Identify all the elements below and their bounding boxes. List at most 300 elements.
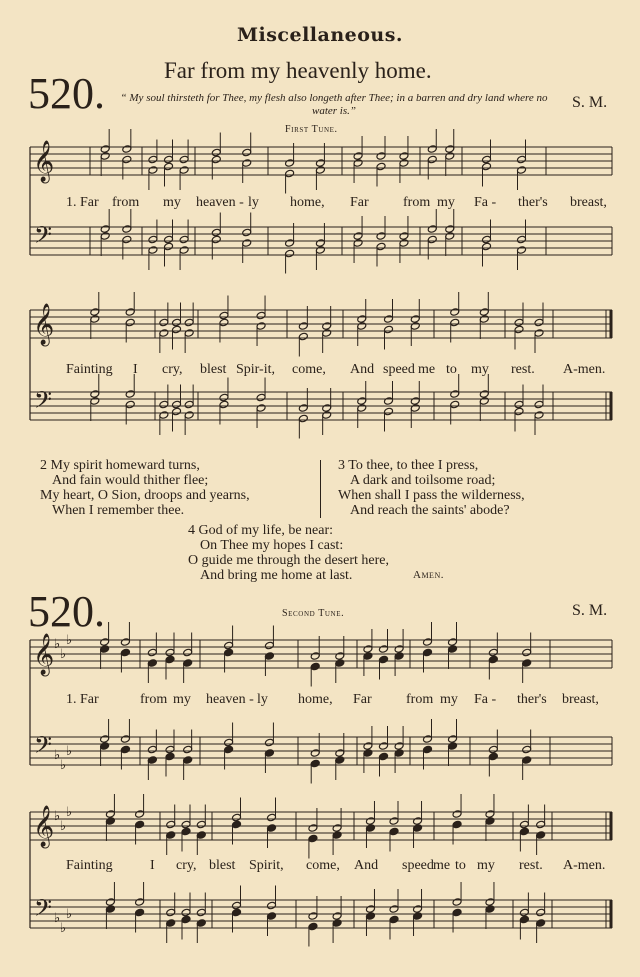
note-head [135,820,145,829]
note-head [332,824,342,833]
note-head [399,232,409,241]
note-head [536,820,546,829]
note-head [376,232,386,241]
verse-line: When shall I pass the wilderness, [338,488,525,503]
verse-divider [320,460,321,518]
note-head [389,827,399,836]
note-head [135,810,145,819]
lyric-syllable: from [406,692,434,707]
lyric-syllable: from [140,692,168,707]
note-head [427,225,437,234]
note-head [353,152,363,161]
note-head [488,752,498,761]
flat-icon: ♭ [54,748,61,763]
note-head [379,645,389,654]
note-head [452,898,462,907]
note-head [183,659,193,668]
note-head [147,745,157,754]
note-head [482,242,492,251]
note-head [179,246,189,255]
note-head [448,638,458,647]
note-head [353,159,363,168]
note-head [365,824,375,833]
note-head [519,820,529,829]
note-head [363,645,373,654]
note-head [389,905,399,914]
note-head [105,817,115,826]
lyric-syllable: Fainting [66,858,113,873]
lyric-syllable: I [150,858,155,873]
note-head [166,820,176,829]
note-head [298,414,308,423]
note-head [90,315,100,324]
note-head [90,390,100,399]
note-head [224,648,234,657]
note-head [427,235,437,244]
note-head [322,404,332,413]
note-head [310,652,320,661]
note-head [522,745,532,754]
note-head [298,404,308,413]
note-head [264,641,274,650]
note-head [219,400,229,409]
note-head [232,901,242,910]
note-head [165,752,175,761]
note-head [211,155,221,164]
lyric-syllable: And [350,362,375,377]
note-head [211,148,221,157]
note-head [219,311,229,320]
verse-line: On Thee my hopes I cast: [200,538,344,553]
note-head [256,322,266,331]
note-head [479,315,489,324]
note-head [332,912,342,921]
flat-icon: ♭ [54,809,61,824]
note-head [256,393,266,402]
note-head [166,908,176,917]
note-head [285,239,295,248]
note-head [384,315,394,324]
note-head [159,400,169,409]
note-head [357,315,367,324]
note-head [184,411,194,420]
lyric-syllable: ther's [517,692,547,707]
note-head [308,834,318,843]
note-head [357,397,367,406]
note-head [242,148,252,157]
note-head [179,166,189,175]
meter-label-2: S. M. [572,602,608,619]
note-head [365,912,375,921]
note-head [315,246,325,255]
note-head [211,235,221,244]
note-head [308,922,318,931]
note-head [122,145,132,154]
treble-clef-icon: 𝄞 [33,141,55,182]
note-head [410,397,420,406]
note-head [232,908,242,917]
note-head [165,648,175,657]
note-head [450,390,460,399]
note-head [534,329,544,338]
note-head [125,390,135,399]
note-head [184,400,194,409]
note-head [298,322,308,331]
lyric-syllable: cry, [176,858,197,873]
note-head [448,742,458,751]
flat-icon: ♭ [66,907,73,922]
note-head [519,908,529,917]
note-head [122,225,132,234]
note-head [285,169,295,178]
lyric-syllable: my [163,195,181,210]
note-head [148,246,158,255]
note-head [322,329,332,338]
note-head [181,908,191,917]
hymn-number-2: 520. [28,587,105,636]
note-head [488,648,498,657]
note-head [100,225,110,234]
lyric-syllable: cry, [162,362,183,377]
note-head [308,824,318,833]
note-head [363,749,373,758]
note-head [267,824,277,833]
note-head [423,735,433,744]
lyric-syllable: heaven - [206,692,254,707]
note-head [256,404,266,413]
note-head [219,393,229,402]
note-head [267,813,277,822]
note-head [148,166,158,175]
note-head [384,325,394,334]
note-head [534,318,544,327]
lyric-syllable: my [440,692,458,707]
note-head [399,152,409,161]
verse-line: A dark and toilsome road; [350,473,496,488]
lyric-syllable: rest. [519,858,543,873]
note-head [485,898,495,907]
note-head [232,813,242,822]
note-head [376,162,386,171]
note-head [514,318,524,327]
note-head [125,318,135,327]
note-head [310,662,320,671]
note-head [90,308,100,317]
lyric-syllable: home, [290,195,325,210]
note-head [179,155,189,164]
note-head [479,308,489,317]
lyric-syllable: from [112,195,140,210]
note-head [242,228,252,237]
note-head [196,820,206,829]
note-head [452,820,462,829]
verse-line: When I remember thee. [52,503,185,518]
note-head [184,318,194,327]
verse-2 [40,458,250,518]
note-head [363,742,373,751]
verse-line: My heart, O Sion, droops and yearns, [40,488,250,503]
note-head [353,239,363,248]
flat-icon: ♭ [60,819,67,834]
note-head [514,407,524,416]
note-head [159,411,169,420]
verse-line: O guide me through the desert here, [188,553,389,568]
lyric-syllable: blest [209,858,236,873]
lyric-syllable: me [418,362,436,377]
scripture-quote: “ My soul thirsteth for Thee, my flesh also longeth after Thee; in a barren and dry land where no water is.” [120,92,548,117]
note-head [183,745,193,754]
note-head [335,749,345,758]
note-head [389,817,399,826]
note-head [410,315,420,324]
treble-clef-icon: 𝄞 [33,634,55,675]
note-head [242,239,252,248]
note-head [413,817,423,826]
lyric-syllable: Spir-it, [236,362,275,377]
note-head [376,242,386,251]
note-head [100,645,110,654]
note-head [379,742,389,751]
note-head [267,912,277,921]
note-head [517,235,527,244]
note-head [394,749,404,758]
note-head [536,908,546,917]
note-head [536,831,546,840]
note-head [384,397,394,406]
flat-icon: ♭ [60,647,67,662]
note-head [264,738,274,747]
note-head [196,908,206,917]
note-head [100,638,110,647]
lyric-syllable: ly [257,692,268,707]
note-head [536,919,546,928]
note-head [376,152,386,161]
note-head [122,155,132,164]
note-head [517,155,527,164]
note-head [164,155,174,164]
bass-clef-icon: 𝄢 [34,731,53,764]
note-head [211,228,221,237]
note-head [482,155,492,164]
note-head [445,145,455,154]
lyric-syllable: blest [200,362,227,377]
note-head [357,322,367,331]
note-head [450,308,460,317]
note-head [308,912,318,921]
verse-3 [338,458,525,518]
note-head [365,817,375,826]
note-head [172,325,182,334]
note-head [172,318,182,327]
note-head [482,162,492,171]
amen-label: Amen. [413,569,444,581]
verse-line: And reach the saints' abode? [350,503,510,518]
lyric-syllable: come, [292,362,326,377]
note-head [298,332,308,341]
note-head [365,905,375,914]
verse-line: 4 God of my life, be near: [188,523,334,538]
note-head [219,318,229,327]
note-head [335,652,345,661]
bass-clef-icon: 𝄢 [34,386,53,419]
lyric-syllable: 1. Far [66,195,99,210]
note-head [164,162,174,171]
note-head [120,648,130,657]
note-head [184,329,194,338]
note-head [485,810,495,819]
note-head [147,659,157,668]
note-head [482,235,492,244]
verse-line: 3 To thee, to thee I press, [338,458,479,473]
note-head [485,905,495,914]
note-head [166,831,176,840]
note-head [410,404,420,413]
note-head [232,820,242,829]
note-head [445,232,455,241]
note-head [379,752,389,761]
note-head [423,648,433,657]
note-head [183,756,193,765]
note-head [335,659,345,668]
note-head [445,152,455,161]
note-head [394,645,404,654]
note-head [315,159,325,168]
lyric-syllable: Fa - [474,195,497,210]
note-head [322,322,332,331]
note-head [120,638,130,647]
note-head [267,901,277,910]
note-head [172,407,182,416]
note-head [448,645,458,654]
note-head [165,745,175,754]
note-head [165,655,175,664]
note-head [423,745,433,754]
note-head [310,749,320,758]
note-head [285,249,295,258]
note-head [363,652,373,661]
note-head [450,318,460,327]
flat-icon: ♭ [66,633,73,648]
note-head [179,235,189,244]
note-head [534,411,544,420]
flat-icon: ♭ [60,921,67,936]
lyric-syllable: my [173,692,191,707]
note-head [423,638,433,647]
lyric-syllable: A-men. [563,858,606,873]
lyric-syllable: speed [402,858,434,873]
note-head [479,397,489,406]
lyric-syllable: come, [306,858,340,873]
note-head [522,659,532,668]
note-head [413,824,423,833]
note-head [522,648,532,657]
note-head [264,652,274,661]
note-head [148,155,158,164]
note-head [394,652,404,661]
note-head [335,756,345,765]
note-head [522,756,532,765]
treble-clef-icon: 𝄞 [33,304,55,345]
note-head [485,817,495,826]
note-head [196,919,206,928]
hymn-title: Far from my heavenly home. [164,58,432,83]
verse-4 [188,523,389,583]
tune-label-2: Second Tune. [282,608,345,619]
note-head [100,145,110,154]
note-head [389,915,399,924]
note-head [135,908,145,917]
note-head [100,232,110,241]
treble-clef-icon: 𝄞 [33,806,55,847]
lyric-syllable: Fainting [66,362,113,377]
lyric-syllable: rest. [511,362,535,377]
lyric-syllable: to [455,858,466,873]
note-head [172,400,182,409]
note-head [105,898,115,907]
note-head [147,648,157,657]
flat-icon: ♭ [66,805,73,820]
note-head [452,810,462,819]
note-head [100,742,110,751]
note-head [125,308,135,317]
note-head [90,397,100,406]
note-head [120,745,130,754]
note-head [120,735,130,744]
note-head [196,831,206,840]
tune-label: First Tune. [285,124,338,135]
bass-clef-icon: 𝄢 [34,221,53,254]
note-head [181,820,191,829]
note-head [315,239,325,248]
note-head [517,246,527,255]
note-head [357,404,367,413]
note-head [256,311,266,320]
note-head [394,742,404,751]
note-head [488,745,498,754]
note-head [122,235,132,244]
note-head [332,831,342,840]
note-head [181,915,191,924]
note-head [450,400,460,409]
flat-icon: ♭ [54,637,61,652]
note-head [310,759,320,768]
lyric-syllable: me [433,858,451,873]
lyric-syllable: from [403,195,431,210]
note-head [479,390,489,399]
note-head [534,400,544,409]
note-head [353,232,363,241]
note-head [181,827,191,836]
lyric-syllable: speed [383,362,415,377]
note-head [384,407,394,416]
note-head [379,655,389,664]
lyric-syllable: breast, [562,692,599,707]
note-head [100,152,110,161]
note-head [159,329,169,338]
lyric-syllable: home, [298,692,333,707]
note-head [315,166,325,175]
note-head [147,756,157,765]
hymn-number: 520. [28,69,105,118]
note-head [413,912,423,921]
note-head [224,745,234,754]
note-head [452,908,462,917]
note-head [448,735,458,744]
note-head [125,400,135,409]
note-head [410,322,420,331]
lyric-syllable: my [471,362,489,377]
bass-clef-icon: 𝄢 [34,894,53,927]
